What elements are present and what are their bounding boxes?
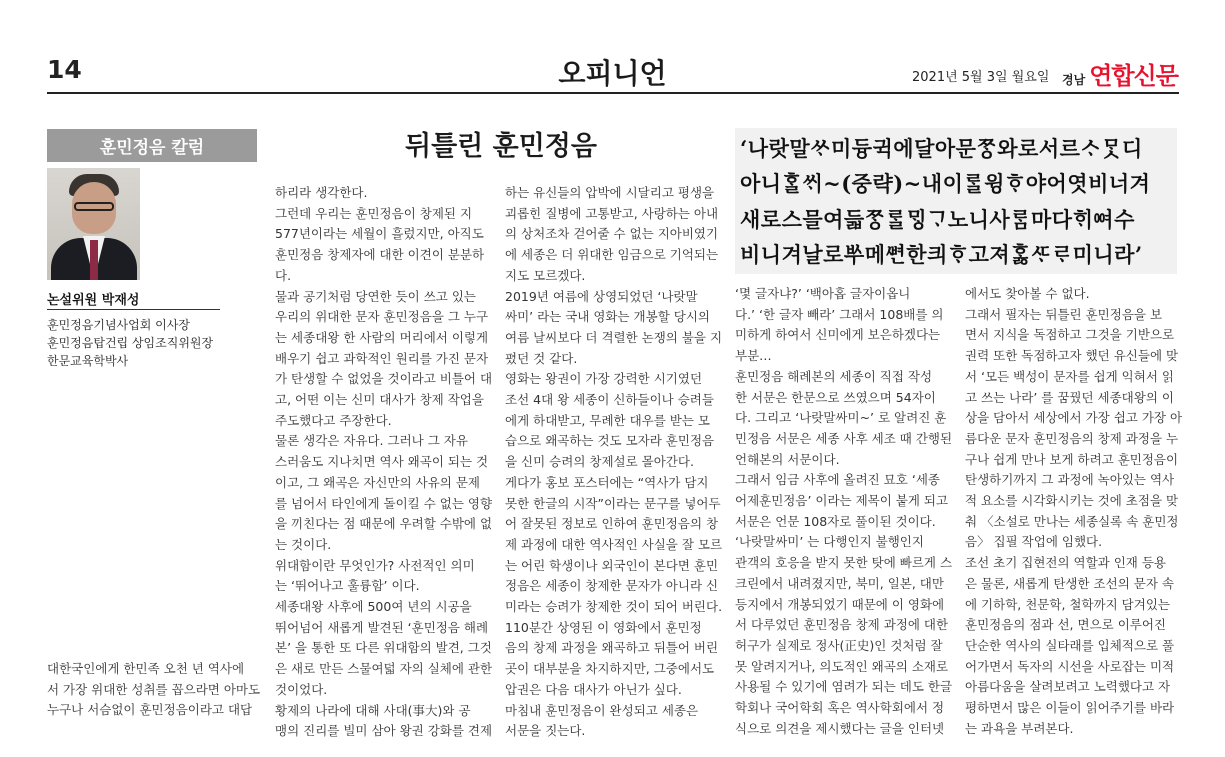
body-line: 고 쓰는 나라’ 를 꿈꿨던 세종대왕의 이: [965, 389, 1174, 405]
body-line: 하는 유신들의 압박에 시달리고 평생을: [505, 185, 715, 200]
body-line: 은 새로 만든 스물여덟 자의 실체에 관한: [275, 661, 493, 677]
newspaper-brand: [1062, 56, 1178, 91]
body-line: 영화는 왕권이 가장 강력한 시기였던: [505, 371, 703, 387]
body-line: 그래서 필자는 뒤틀린 훈민정음을 보: [965, 306, 1163, 322]
body-line: 다.: [275, 267, 292, 283]
body-line: 면서 지식을 독점하고 그것을 기반으로: [965, 327, 1175, 343]
body-line: 름다운 문자 훈민정음의 창제 과정을 누: [965, 430, 1179, 446]
body-column-3: [505, 183, 722, 742]
body-line: 단순한 역사의 실타래를 입체적으로 풀: [965, 637, 1175, 653]
column-label: 훈민정음 칼럼: [47, 129, 257, 162]
body-line: 서 ‘모든 백성이 문자를 쉽게 익혀서 읽: [965, 368, 1174, 384]
body-line: ‘몇 글자냐?’ ‘백아홉 글자이옵니: [735, 286, 911, 301]
body-line: 에서도 찾아볼 수 없다.: [965, 286, 1090, 301]
body-line: 훈민정음 해례본의 세종이 직접 작성: [735, 368, 933, 384]
article-headline: 뒤틀린 훈민정음: [405, 131, 597, 162]
body-line: 습으로 왜곡하는 것도 모자라 훈민정음: [505, 433, 715, 449]
body-line: 다.’ ‘한 글자 빼라’ 그래서 108배를 의: [735, 306, 944, 322]
body-line: 맹의 진리를 빌미 삼아 왕권 강화를 견제: [275, 723, 493, 739]
body-line: 지도 모르겠다.: [505, 267, 586, 283]
body-line: 못 알려지거나, 의도적인 왜곡의 소재로: [735, 658, 949, 674]
body-line: 음〉 집필 작업에 임했다.: [965, 534, 1103, 550]
body-line: 제 과정에 대한 역사적인 사실을 잘 모르: [505, 536, 723, 552]
body-line: 허구가 실제로 정사(正史)인 것처럼 잘: [735, 637, 943, 653]
body-line: 서문을 짓는다.: [505, 723, 586, 739]
author-photo: [47, 168, 140, 280]
quote-line: 아니ᄒᆞᆯᄊᆡ~(중략)~내이ᄅᆞᆯ윙ᄒᆞ야어엿비너겨: [740, 171, 1151, 196]
body-line: 이고, 그 왜곡은 자신만의 사유의 문제: [275, 474, 480, 490]
author-title: 한문교육학박사: [47, 354, 129, 368]
body-line: 구나 쉽게 만나 보게 하려고 훈민정음이: [965, 451, 1179, 467]
body-line: 누구나 서슴없이 훈민정음이라고 대답: [47, 702, 253, 718]
body-line: 상을 담아서 세상에서 가장 쉽고 가장 아: [965, 410, 1183, 426]
body-line: 춰 〈소설로 만나는 세종실록 속 훈민정: [965, 513, 1179, 529]
body-line: 물과 공기처럼 당연한 듯이 쓰고 있는: [275, 288, 476, 304]
body-line: 본’ 을 통한 또 다른 위대함의 발견, 그것: [275, 640, 492, 656]
body-line: 어 잘못된 정보로 인하여 훈민정음의 창: [505, 516, 719, 532]
body-line: 는 ‘뛰어나고 훌륭함’ 이다.: [275, 578, 420, 594]
header-divider: [47, 92, 1179, 94]
body-line: 을 끼친다는 점 때문에 우려할 수밖에 없: [275, 516, 493, 532]
body-line: 크린에서 내려졌지만, 북미, 일본, 대만: [735, 575, 944, 591]
body-column-4: [735, 284, 952, 739]
body-line: 여름 날씨보다 더 격렬한 논쟁의 불을 지: [505, 329, 723, 345]
publication-date: 2021년 5월 3일 월요일: [912, 70, 1050, 85]
quote-line: 새로스믈여듧ᄍᆞᆼᄅᆞᆯᄆᆡᇰᄀᆞ노니사ᄅᆞᆷ마다ᄒᆡᅇᅧ수: [740, 207, 1135, 232]
body-line: 탄생하기까지 그 과정에 녹아있는 역사: [965, 472, 1175, 488]
body-line: 서문은 언문 108자로 풀이된 것이다.: [735, 513, 936, 529]
body-line: 마침내 훈민정음이 완성되고 세종은: [505, 702, 699, 718]
body-line: 주도했다고 주장한다.: [275, 412, 392, 428]
brand-logo: 연합신문: [1089, 62, 1178, 90]
body-column-2: [275, 183, 492, 742]
body-line: 음의 창제 과정을 왜곡하고 뒤틀어 버린: [505, 640, 719, 656]
body-line: 식으로 의견을 제시했다는 글을 인터넷: [735, 720, 945, 736]
body-line: 대한국인에게 한민족 오천 년 역사에: [47, 661, 245, 676]
body-line: 등지에서 개봉되었기 때문에 이 영화에: [735, 596, 945, 612]
body-line: 정음은 세종이 창제한 문자가 아니라 신: [505, 578, 719, 594]
body-line: 우리의 위대한 문자 훈민정음을 그 누구: [275, 309, 489, 325]
brand-region: 경남: [1062, 73, 1086, 87]
body-line: 압권은 다음 대사가 아닌가 싶다.: [505, 681, 682, 697]
body-line: 훈민정음의 점과 선, 면으로 이루어진: [965, 617, 1166, 633]
body-line: 곳이 대부분을 차지하지만, 그중에서도: [505, 661, 715, 677]
body-line: 관객의 호응을 받지 못한 탓에 빠르게 스: [735, 555, 953, 571]
body-line: 훈민정음 창제자에 대한 이견이 분분하: [275, 247, 485, 263]
body-line: 는 과욕을 부려본다.: [965, 720, 1074, 736]
section-title: 오피니언: [558, 57, 667, 90]
body-line: 스러움도 지나치면 역사 왜곡이 되는 것: [275, 454, 489, 470]
body-line: 한 서문은 한문으로 쓰였으며 54자이: [735, 389, 936, 405]
body-line: 배우기 쉽고 과학적인 원리를 가진 문자: [275, 350, 489, 366]
body-line: 어가면서 독자의 시선을 사로잡는 미적: [965, 658, 1175, 674]
body-line: 의 상처조차 걷어줄 수 없는 지아비였기: [505, 226, 719, 242]
body-line: 미하게 하여서 신미에게 보은하겠다는: [735, 327, 941, 343]
body-line: 적 요소를 시각화시키는 것에 초점을 맞: [965, 493, 1179, 509]
body-line: 는 세종대왕 한 사람의 머리에서 이렇게: [275, 329, 489, 345]
body-line: 를 넘어서 타인에게 돌이킬 수 없는 영향: [275, 495, 493, 511]
body-line: 사용될 수 있기에 염려가 되는 데도 한글: [735, 679, 953, 695]
page-number: 14: [47, 55, 82, 84]
body-line: 민정음 서문은 세종 사후 세조 때 간행된: [735, 430, 953, 446]
body-column-5: [965, 284, 1182, 739]
body-line: 조선 초기 집현전의 역할과 인재 등용: [965, 555, 1166, 571]
body-line: 에게 하대받고, 무례한 대우를 받는 모: [505, 412, 710, 428]
body-line: 하리라 생각한다.: [275, 185, 368, 200]
body-line: 것이었다.: [275, 681, 328, 697]
body-column-1: [47, 659, 260, 721]
body-line: 아름다움을 살려보려고 노력했다고 자: [965, 679, 1171, 695]
body-line: 는 어린 학생이나 외국인이 본다면 훈민: [505, 557, 719, 573]
body-line: 괴롭힌 질병에 고통받고, 사랑하는 아내: [505, 205, 719, 221]
body-line: 고, 어떤 이는 신미 대사가 창제 작업을: [275, 392, 484, 408]
body-line: ‘나랏말싸미’ 는 다행인지 불행인지: [735, 534, 924, 550]
body-line: 에 세종은 더 위대한 임금으로 기억되는: [505, 247, 719, 263]
body-line: 물론 생각은 자유다. 그러나 그 자유: [275, 433, 468, 449]
body-line: 권력 또한 독점하고자 했던 유신들에 맞: [965, 348, 1179, 364]
body-line: 폈던 것 같다.: [505, 350, 578, 366]
body-line: 다. 그리고 ‘나랏말싸미~’ 로 알려진 훈: [735, 410, 947, 426]
body-line: 조선 4대 왕 세종이 신하들이나 승려들: [505, 392, 714, 408]
body-line: 은 물론, 새롭게 탄생한 조선의 문자 속: [965, 575, 1174, 591]
body-line: 서 가장 위대한 성취를 꼽으라면 아마도: [47, 681, 261, 697]
body-line: 뛰어넘어 새롭게 발견된 ‘훈민정음 해례: [275, 619, 489, 635]
body-line: 황제의 나라에 대해 사대(事大)와 공: [275, 702, 471, 718]
body-line: 평하면서 많은 이들이 읽어주기를 바라: [965, 700, 1175, 716]
body-line: 학회나 국어학회 혹은 역사학회에서 정: [735, 700, 945, 716]
body-line: 언해본의 서문이다.: [735, 451, 840, 467]
body-line: 싸미’ 라는 국내 영화는 개봉할 당시의: [505, 309, 710, 325]
body-line: 을 신미 승려의 창제설로 몰아간다.: [505, 454, 694, 470]
body-line: 미라는 승려가 창제한 것이 되어 버린다.: [505, 599, 723, 615]
quote-line: ‘나랏말ᄊᆞ미듕귁에달아문ᄍᆞᆼ와로서르ᄉᆞᄆᆞᆺ디: [740, 136, 1143, 161]
body-line: 어제훈민정음’ 이라는 제목이 붙게 되고: [735, 493, 949, 509]
author-titles: [47, 316, 213, 370]
body-line: 는 것이다.: [275, 536, 332, 552]
body-line: 110분간 상영된 이 영화에서 훈민정: [505, 619, 702, 635]
body-line: 577년이라는 세월이 흘렀지만, 아직도: [275, 226, 484, 242]
body-line: 가 탄생할 수 없었을 것이라고 비틀어 대: [275, 371, 493, 387]
body-line: 부분…: [735, 348, 772, 364]
body-line: 2019년 여름에 상영되었던 ‘나랏말: [505, 288, 698, 304]
body-line: 그런데 우리는 훈민정음이 창제된 지: [275, 205, 473, 221]
author-title: 훈민정음기념사업회 이사장: [47, 318, 190, 332]
body-line: 게다가 홍보 포스터에는 “역사가 담지: [505, 474, 709, 490]
author-name: 논설위원 박재성: [47, 293, 140, 308]
body-line: 세종대왕 사후에 500여 년의 시공을: [275, 599, 472, 615]
body-line: 그래서 임금 사후에 올려진 묘호 ‘세종: [735, 472, 940, 488]
author-divider: [47, 309, 220, 310]
body-line: 에 기하학, 천문학, 철학까지 담겨있는: [965, 596, 1170, 612]
body-line: 못한 한글의 시작”이라는 문구를 넣어두: [505, 495, 721, 511]
author-title: 훈민정음탑건립 상임조직위원장: [47, 336, 214, 350]
quote-line: 비니겨날로ᄡᅮ메ᄲᅧᆫ한킈ᄒᆞ고져ᄒᆞᇙᄯᆞᄅᆞ미니라’: [740, 242, 1143, 267]
body-line: 서 다루었던 훈민정음 창제 과정에 대한: [735, 617, 949, 633]
body-line: 위대함이란 무엇인가? 사전적인 의미: [275, 557, 475, 573]
